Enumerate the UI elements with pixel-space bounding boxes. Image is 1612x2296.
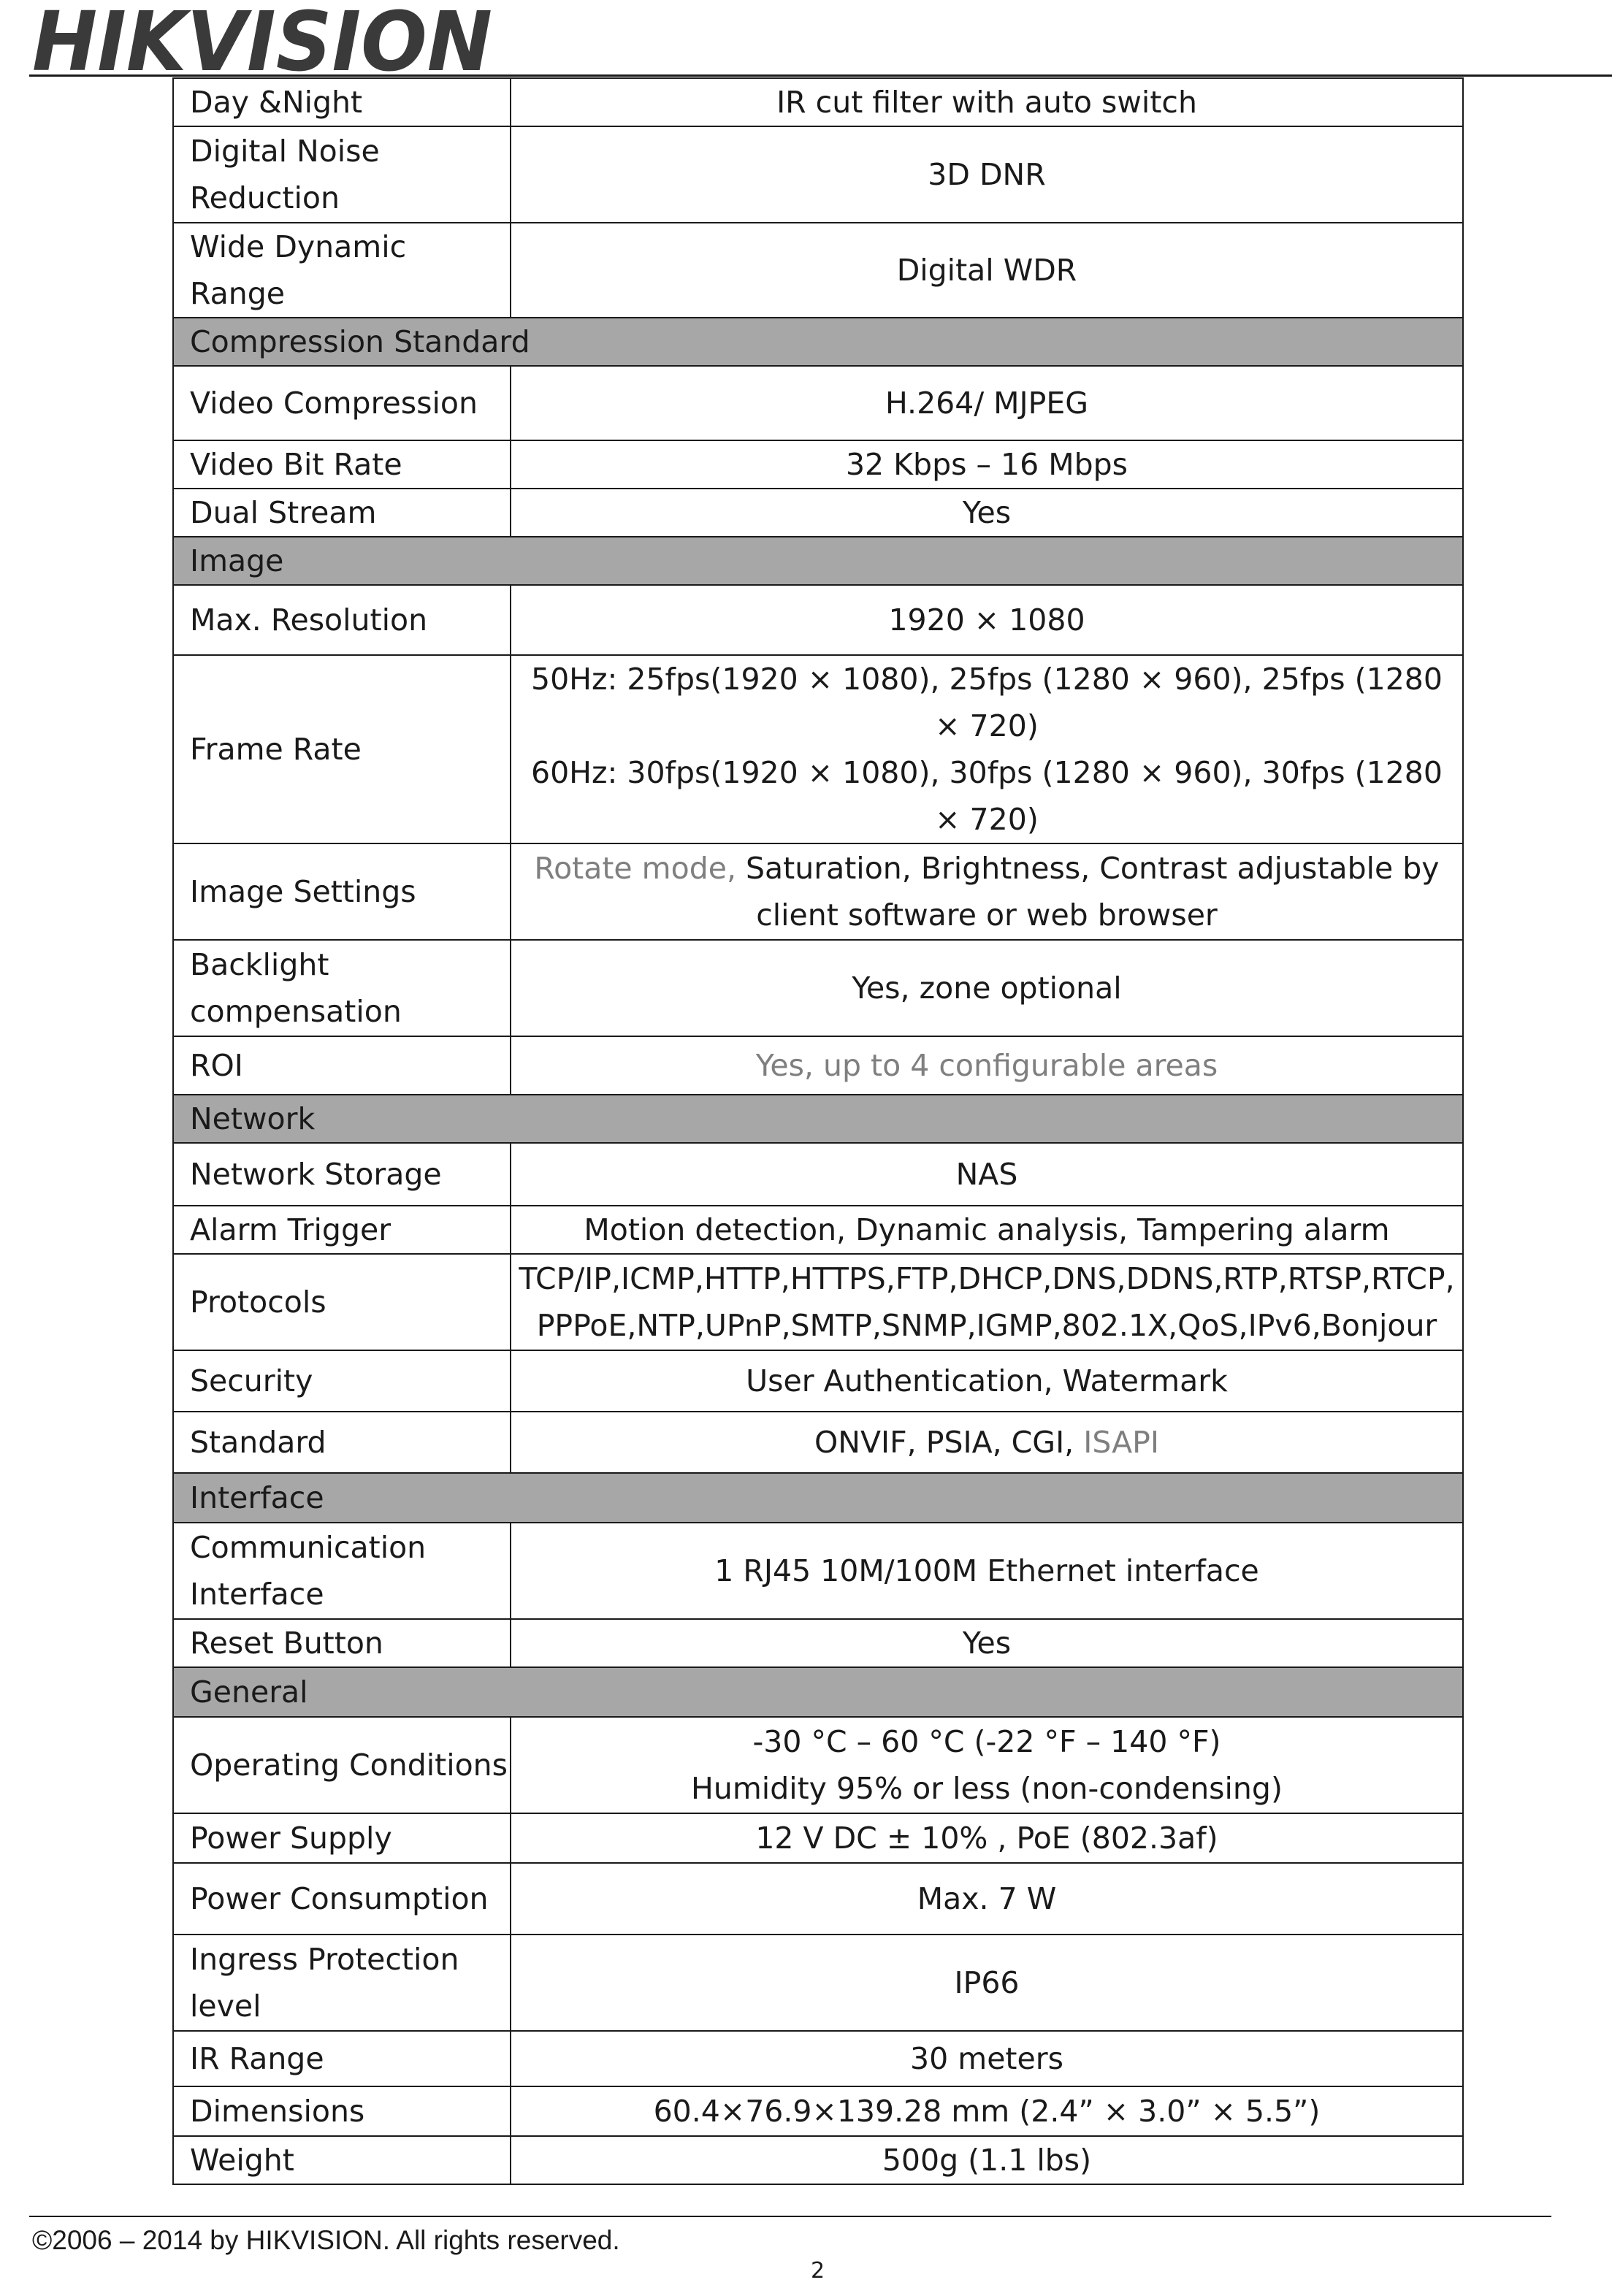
spec-value: Yes, zone optional [511,940,1463,1036]
spec-row-roi [173,1036,1463,1095]
spec-label: Standard [173,1412,511,1473]
spec-value: NAS [511,1143,1463,1206]
protocols-line-1: TCP/IP,ICMP,HTTP,HTTPS,FTP,DHCP,DNS,DDNS,RTP,RTSP,RTCP, [519,1261,1455,1296]
page-number: 2 [811,2258,825,2284]
rotate-mode-text: Rotate mode, [534,851,736,886]
spec-label: Backlight compensation [173,940,511,1036]
section-general [173,1667,1463,1717]
spec-row-image-settings [173,843,1463,940]
spec-row-video-bit-rate [173,440,1463,489]
spec-row-reset-button [173,1619,1463,1667]
spec-value: Max. 7 W [511,1863,1463,1935]
spec-value [511,1717,1463,1813]
section-image [173,537,1463,585]
humidity-range: Humidity 95% or less (non-condensing) [691,1771,1283,1806]
spec-label: Dual Stream [173,489,511,537]
spec-value: IR cut filter with auto switch [511,78,1463,126]
section-network [173,1095,1463,1143]
spec-value: Yes, up to 4 configurable areas [511,1036,1463,1095]
spec-label: Day &Night [173,78,511,126]
spec-label: Frame Rate [173,655,511,843]
spec-label: Weight [173,2136,511,2184]
spec-label: IR Range [173,2031,511,2086]
spec-row-wdr [173,223,1463,318]
standard-text: ONVIF, PSIA, CGI, [814,1425,1084,1460]
spec-label: Wide Dynamic Range [173,223,511,318]
spec-value: 500g (1.1 lbs) [511,2136,1463,2184]
spec-value: H.264/ MJPEG [511,366,1463,440]
spec-value: User Authentication, Watermark [511,1350,1463,1412]
spec-value: 1 RJ45 10M/100M Ethernet interface [511,1523,1463,1619]
spec-label: Operating Conditions [173,1717,511,1813]
frame-rate-50hz: 50Hz: 25fps(1920 × 1080), 25fps (1280 × 960), 25fps (1280 × 720) [531,662,1443,743]
section-heading: Image [173,537,1463,585]
spec-label: Power Consumption [173,1863,511,1935]
spec-row-operating-conditions [173,1717,1463,1813]
spec-row-power-supply [173,1813,1463,1863]
spec-label: Max. Resolution [173,585,511,655]
section-compression-standard [173,318,1463,366]
spec-value [511,843,1463,940]
spec-label: Network Storage [173,1143,511,1206]
spec-label: Dimensions [173,2086,511,2136]
spec-row-security [173,1350,1463,1412]
spec-row-noise-reduction [173,126,1463,223]
frame-rate-60hz: 60Hz: 30fps(1920 × 1080), 30fps (1280 × 960), 30fps (1280 × 720) [531,755,1443,837]
spec-value: 12 V DC ± 10% , PoE (802.3af) [511,1813,1463,1863]
logo-text: HIKVISION [32,0,492,76]
spec-label: Image Settings [173,843,511,940]
section-heading: General [173,1667,1463,1717]
spec-row-backlight [173,940,1463,1036]
spec-label: Video Compression [173,366,511,440]
spec-value [511,1412,1463,1473]
header-divider [29,74,1612,77]
spec-label: Communication Interface [173,1523,511,1619]
isapi-text: ISAPI [1083,1425,1159,1460]
spec-label: Digital Noise Reduction [173,126,511,223]
spec-row-standard [173,1412,1463,1473]
spec-value: IP66 [511,1935,1463,2031]
spec-row-dual-stream [173,489,1463,537]
spec-value: 30 meters [511,2031,1463,2086]
spec-label: ROI [173,1036,511,1095]
spec-row-alarm-trigger [173,1206,1463,1254]
section-interface [173,1473,1463,1523]
spec-value: 1920 × 1080 [511,585,1463,655]
spec-row-day-night [173,78,1463,126]
spec-row-weight [173,2136,1463,2184]
section-heading: Compression Standard [173,318,1463,366]
spec-value: 3D DNR [511,126,1463,223]
spec-row-ingress-protection [173,1935,1463,2031]
spec-label: Protocols [173,1254,511,1350]
spec-label: Alarm Trigger [173,1206,511,1254]
spec-value [511,1254,1463,1350]
spec-label: Reset Button [173,1619,511,1667]
spec-row-ir-range [173,2031,1463,2086]
spec-row-protocols [173,1254,1463,1350]
temperature-range: -30 °C – 60 °C (-22 °F – 140 °F) [752,1724,1221,1759]
spec-label: Ingress Protection level [173,1935,511,2031]
spec-value: 60.4×76.9×139.28 mm (2.4” × 3.0” × 5.5”) [511,2086,1463,2136]
spec-value: Digital WDR [511,223,1463,318]
hikvision-logo [32,0,500,76]
spec-label: Power Supply [173,1813,511,1863]
section-heading: Network [173,1095,1463,1143]
protocols-line-2: PPPoE,NTP,UPnP,SMTP,SNMP,IGMP,802.1X,QoS,IPv6,Bonjour [536,1308,1437,1343]
spec-row-dimensions [173,2086,1463,2136]
spec-value: Yes [511,1619,1463,1667]
spec-label: Video Bit Rate [173,440,511,489]
spec-row-max-resolution [173,585,1463,655]
spec-value [511,655,1463,843]
spec-value: Yes [511,489,1463,537]
spec-row-power-consumption [173,1863,1463,1935]
spec-row-frame-rate [173,655,1463,843]
footer-divider [29,2216,1551,2217]
spec-value: Motion detection, Dynamic analysis, Tampering alarm [511,1206,1463,1254]
section-heading: Interface [173,1473,1463,1523]
spec-row-communication-interface [173,1523,1463,1619]
spec-row-network-storage [173,1143,1463,1206]
spec-row-video-compression [173,366,1463,440]
spec-table [172,77,1464,2185]
spec-value: 32 Kbps – 16 Mbps [511,440,1463,489]
spec-label: Security [173,1350,511,1412]
image-settings-text: Saturation, Brightness, Contrast adjustable by client software or web browser [736,851,1440,933]
copyright-notice: ©2006 – 2014 by HIKVISION. All rights reserved. [32,2225,620,2255]
